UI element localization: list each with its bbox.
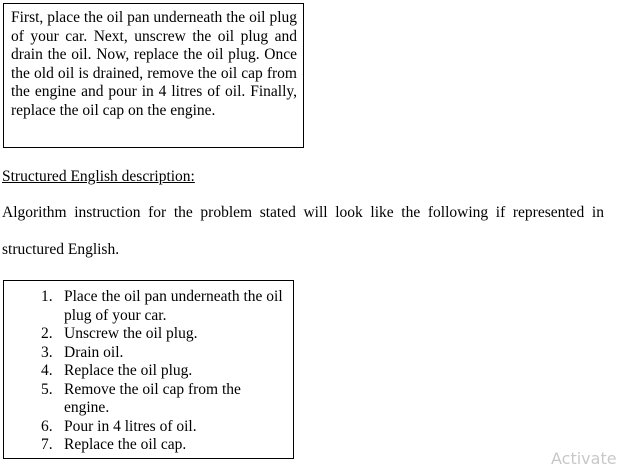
step-item xyxy=(4,325,293,344)
structured-english-box xyxy=(3,280,294,459)
step-text: Unscrew the oil plug. xyxy=(64,325,198,342)
step-text: Remove the oil cap from the engine. xyxy=(64,380,241,416)
step-text: Drain oil. xyxy=(64,343,124,361)
step-item xyxy=(4,288,293,325)
steps-list xyxy=(4,288,293,455)
step-number: 5. xyxy=(41,380,53,398)
activation-watermark: Activate xyxy=(551,449,617,468)
step-number: 7. xyxy=(41,436,53,453)
problem-statement-box xyxy=(3,3,304,148)
step-number: 1. xyxy=(41,288,53,305)
step-item xyxy=(4,418,293,437)
step-number: 3. xyxy=(41,343,53,361)
step-number: 4. xyxy=(41,362,53,379)
step-item xyxy=(4,362,293,381)
step-text: Replace the oil plug. xyxy=(64,362,193,379)
intro-paragraph-line-1: Algorithm instruction for the problem stated will look like the following if represented in xyxy=(2,204,604,221)
step-item xyxy=(4,381,293,418)
intro-paragraph-line-2: structured English. xyxy=(2,241,120,258)
step-text: Pour in 4 litres of oil. xyxy=(64,417,197,435)
step-text: Replace the oil cap. xyxy=(64,436,187,453)
step-item xyxy=(4,436,293,455)
step-number: 2. xyxy=(41,325,53,342)
step-item xyxy=(4,344,293,363)
step-number: 6. xyxy=(41,417,53,435)
problem-statement-text: First, place the oil pan underneath the oil plug of your car. Next, unscrew the oil plug and drain the oil. Now, replace the oil plug. Once the old oil is drained, remove the oil cap from the engine and pour in 4 litres of oil. Finally, replace the oil cap on the engine. xyxy=(11,9,297,119)
section-heading: Structured English description: xyxy=(2,168,195,185)
step-text: Place the oil pan underneath the oil plug of your car. xyxy=(64,288,283,324)
